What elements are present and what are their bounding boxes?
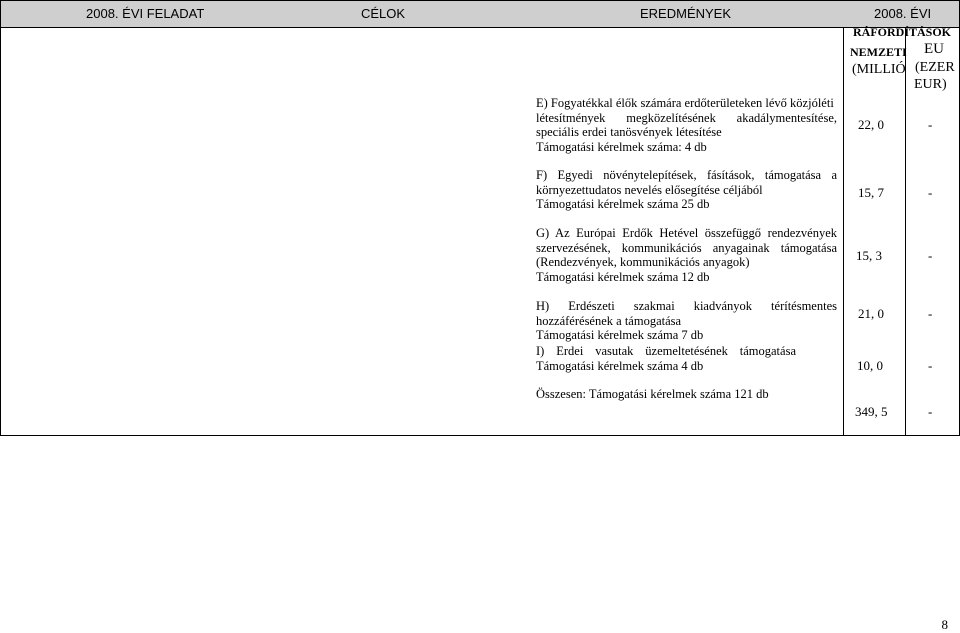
row-g-national: 15, 3 xyxy=(856,248,882,263)
row-h-national: 21, 0 xyxy=(858,306,884,321)
page-number: 8 xyxy=(941,617,948,632)
header-national-unit: (MILLIÓ xyxy=(852,62,906,77)
col-divider-eu xyxy=(905,27,906,435)
row-h-text: H) Erdészeti szakmai kiadványok térítésmentes hozzáférésének a támogatása Támogatási kérelmek száma 7 db xyxy=(536,299,837,342)
col-divider-national xyxy=(843,27,844,435)
row-i-eu: - xyxy=(928,358,933,373)
row-total-eu: - xyxy=(928,404,933,419)
row-f-text: F) Egyedi növénytelepítések, fásítások, támogatása a környezettudatos nevelés elősegítése céljából Támogatási kérelmek száma 25 db xyxy=(536,168,837,211)
header-national: NEMZETI xyxy=(850,45,907,59)
row-i-national: 10, 0 xyxy=(857,358,883,373)
row-f-national: 15, 7 xyxy=(858,185,884,200)
row-e-text: E) Fogyatékkal élők számára erdőterületeken lévő közjóléti létesítmények megközelítésének akadálymentesítése, speciális erdei tanösvények létesítése Támogatási kérelmek száma: 4 db xyxy=(536,96,837,154)
header-eu-unit-end: EUR) xyxy=(914,77,947,92)
header-goals: CÉLOK xyxy=(361,6,406,21)
header-task: 2008. ÉVI FELADAT xyxy=(86,6,205,21)
row-i-text: I) Erdei vasutak üzemeltetésének támogatása Támogatási kérelmek száma 4 db xyxy=(536,344,796,373)
row-f-eu: - xyxy=(928,185,933,200)
row-h-eu: - xyxy=(928,306,933,321)
row-g-text: G) Az Európai Erdők Hetével összefüggő rendezvények szervezésének, kommunikációs anyagainak támogatása (Rendezvények, kommunikációs anyagok) Támogatási kérelmek száma 12 db xyxy=(536,226,837,284)
row-total-national: 349, 5 xyxy=(855,404,888,419)
header-divider xyxy=(0,27,960,28)
row-e-national: 22, 0 xyxy=(858,117,884,132)
header-costs: RÁFORDÍTÁSOK xyxy=(853,25,952,39)
row-g-eu: - xyxy=(928,248,933,263)
header-eu: EU xyxy=(924,41,944,57)
header-results: EREDMÉNYEK xyxy=(640,6,732,21)
header-eu-unit: (EZER xyxy=(915,60,955,75)
row-e-eu: - xyxy=(928,117,933,132)
row-total-text: Összesen: Támogatási kérelmek száma 121 db xyxy=(536,387,769,401)
header-costs-year: 2008. ÉVI xyxy=(874,6,932,21)
